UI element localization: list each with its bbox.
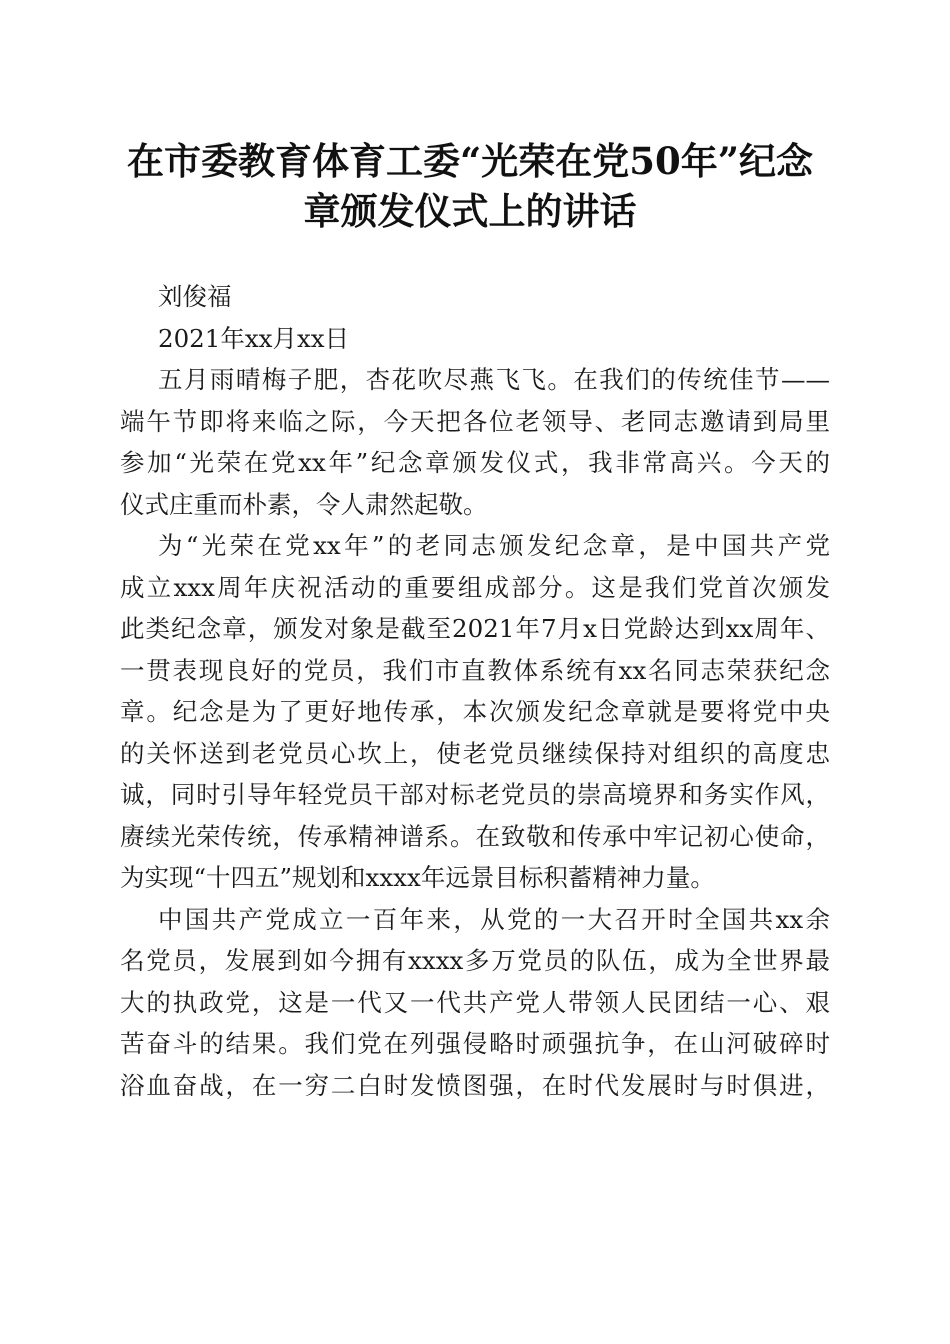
paragraph-line: 的关怀送到老党员心坎上，使老党员继续保持对组织的高度忠 <box>120 738 830 768</box>
paragraph-line: 为实现“十四五”规划和xxxx年远景目标积蓄精神力量。 <box>120 863 715 892</box>
paragraph-line: 成立xxx周年庆祝活动的重要组成部分。这是我们党首次颁发 <box>120 572 830 602</box>
paragraph-line: 苦奋斗的结果。我们党在列强侵略时顽强抗争，在山河破碎时 <box>120 1029 830 1058</box>
paragraph-line: 章。纪念是为了更好地传承，本次颁发纪念章就是要将党中央 <box>120 697 830 726</box>
paragraph-line: 诚，同时引导年轻党员干部对标老党员的崇高境界和务实作风， <box>120 780 830 809</box>
title-line-1: 在市委教育体育工委“光荣在党50年”纪念 <box>126 139 814 183</box>
speech-date: 2021年xx月xx日 <box>158 323 350 353</box>
paragraph-line: 仪式庄重而朴素，令人肃然起敬。 <box>120 489 488 519</box>
document-title <box>100 136 840 236</box>
paragraph-line: 赓续光荣传统，传承精神谱系。在致敬和传承中牢记初心使命， <box>120 821 830 851</box>
paragraph-line: 名党员，发展到如今拥有xxxx多万党员的队伍，成为全世界最 <box>120 946 830 975</box>
document-body <box>120 276 830 1106</box>
title-line-2: 章颁发仪式上的讲话 <box>303 189 637 233</box>
paragraph-line: 一贯表现良好的党员，我们市直教体系统有xx名同志荣获纪念 <box>120 655 830 685</box>
paragraph-line: 浴血奋战，在一穷二白时发愤图强，在时代发展时与时俱进， <box>120 1070 830 1100</box>
paragraph-line: 为“光荣在党xx年”的老同志颁发纪念章，是中国共产党 <box>158 531 830 560</box>
paragraph-line: 中国共产党成立一百年来，从党的一大召开时全国共xx余 <box>158 904 830 934</box>
paragraph-3 <box>120 899 830 1107</box>
paragraph-2 <box>120 525 830 899</box>
paragraph-line: 参加“光荣在党xx年”纪念章颁发仪式，我非常高兴。今天的 <box>120 448 830 477</box>
author-name: 刘俊福 <box>158 282 232 311</box>
paragraph-line: 此类纪念章，颁发对象是截至2021年7月x日党龄达到xx周年、 <box>120 614 830 643</box>
paragraph-line: 端午节即将来临之际，今天把各位老领导、老同志邀请到局里 <box>120 406 830 436</box>
paragraph-line: 大的执政党，这是一代又一代共产党人带领人民团结一心、艰 <box>120 987 830 1017</box>
paragraph-1 <box>120 359 830 525</box>
paragraph-line: 五月雨晴梅子肥，杏花吹尽燕飞飞。在我们的传统佳节—— <box>158 365 830 394</box>
